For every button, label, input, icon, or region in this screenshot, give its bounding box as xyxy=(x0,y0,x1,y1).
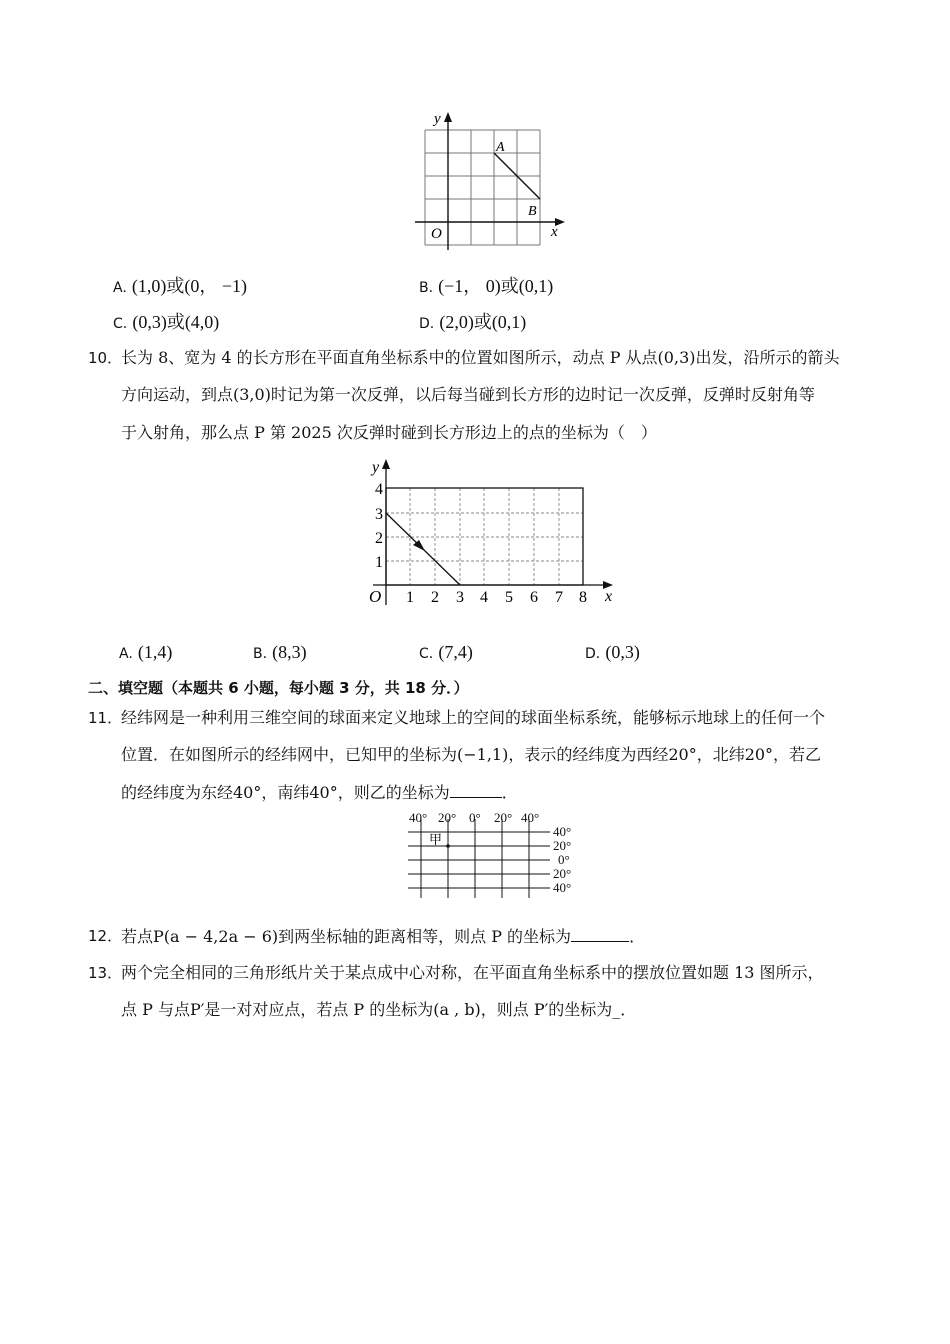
option-letter: A. xyxy=(119,646,133,662)
q10-y-tick: 2 xyxy=(375,530,383,547)
q10-y-label: y xyxy=(372,459,380,476)
option-value: (1,0)或(0， −1) xyxy=(131,276,248,296)
q9-point-a-label: A xyxy=(496,140,505,155)
q10-y-tick: 3 xyxy=(375,506,383,523)
option-letter: A. xyxy=(113,280,127,296)
q10-option-b[interactable] xyxy=(253,642,307,664)
q10-x-tick: 6 xyxy=(530,589,538,606)
q9-point-b-label: B xyxy=(528,204,537,219)
q12-end: ． xyxy=(629,927,646,946)
q9-option-d[interactable] xyxy=(419,312,526,334)
q11-right-label: 40° xyxy=(553,824,572,839)
q11-top-label: 40° xyxy=(521,810,540,825)
q10-x-tick: 4 xyxy=(480,589,488,606)
q10-figure xyxy=(355,455,620,607)
q10-y-tick: 4 xyxy=(375,481,383,498)
section-heading: 二、填空题（本题共 6 小题，每小题 3 分，共 18 分．） xyxy=(88,679,469,697)
option-letter: B. xyxy=(419,280,434,296)
option-letter: B. xyxy=(253,646,268,662)
q11-figure xyxy=(405,810,580,900)
q10-x-label: x xyxy=(605,588,613,605)
option-value: (1,4) xyxy=(137,642,173,662)
q10-x-tick: 2 xyxy=(431,589,439,606)
q11-right-label: 40° xyxy=(553,880,572,895)
option-value: (0,3)或(4,0) xyxy=(132,312,220,332)
q10-number: 10． xyxy=(88,349,123,367)
q11-right-label: 20° xyxy=(553,838,572,853)
q12-answer-blank[interactable] xyxy=(571,926,629,942)
q10-line-3: 于入射角，那么点 P 第 2025 次反弹时碰到长方形边上的点的坐标为（ ） xyxy=(121,423,657,442)
q12-number: 12． xyxy=(88,927,123,945)
q11-line-3 xyxy=(121,782,518,803)
q11-top-label: 20° xyxy=(494,810,513,825)
q11-top-label: 0° xyxy=(469,810,481,825)
q10-origin-label: O xyxy=(369,587,382,606)
q11-top-label: 20° xyxy=(438,810,457,825)
option-letter: D. xyxy=(585,646,601,662)
q13-line-2: 点 P 与点P′是一对对应点，若点 P 的坐标为(a , b)，则点 P′的坐标为_． xyxy=(121,1000,637,1019)
q11-line-2: 位置．在如图所示的经纬网中，已知甲的坐标为(−1,1)，表示的经纬度为西经20°，北纬20°，若乙 xyxy=(121,745,822,764)
q11-line-3-text: 的经纬度为东经40°，南纬40°，则乙的坐标为 xyxy=(121,783,450,802)
q9-origin-label: O xyxy=(431,226,442,242)
q10-option-a[interactable] xyxy=(119,642,172,664)
q11-line-3-end: ． xyxy=(501,783,518,802)
option-value: (7,4) xyxy=(438,642,473,662)
option-letter: D. xyxy=(419,316,435,332)
option-letter: C. xyxy=(113,316,128,332)
q10-line-1: 长为 8、宽为 4 的长方形在平面直角坐标系中的位置如图所示，动点 P 从点(0,3)出发，沿所示的箭头 xyxy=(121,348,840,367)
q9-figure xyxy=(405,108,570,250)
q10-x-tick: 8 xyxy=(579,589,587,606)
q13-number: 13． xyxy=(88,964,123,982)
q9-y-arrow-icon xyxy=(444,112,452,122)
option-value: (2,0)或(0,1) xyxy=(439,312,527,332)
option-value: (8,3) xyxy=(272,642,307,662)
q11-line-1: 经纬网是一种利用三维空间的球面来定义地球上的空间的球面坐标系统，能够标示地球上的任何一个 xyxy=(121,708,826,727)
q9-x-label: x xyxy=(551,224,558,240)
q10-x-tick: 1 xyxy=(406,589,414,606)
q10-y-arrow-icon xyxy=(382,459,390,469)
q10-x-tick: 3 xyxy=(456,589,464,606)
q11-number: 11． xyxy=(88,709,123,727)
q11-answer-blank[interactable] xyxy=(450,782,502,798)
q11-top-label: 40° xyxy=(409,810,428,825)
q10-line-2: 方向运动，到点(3,0)时记为第一次反弹，以后每当碰到长方形的边时记一次反弹，反弹时反射角等 xyxy=(121,385,815,404)
q10-x-tick: 7 xyxy=(555,589,563,606)
q10-x-tick: 5 xyxy=(505,589,513,606)
q13-line-1: 两个完全相同的三角形纸片关于某点成中心对称，在平面直角坐标系中的摆放位置如题 13 图所示， xyxy=(121,963,824,982)
q10-option-d[interactable] xyxy=(585,642,640,664)
option-value: (0,3) xyxy=(605,642,640,662)
q11-point-label: 甲 xyxy=(429,832,443,847)
q10-option-c[interactable] xyxy=(419,642,473,664)
option-value: (−1， 0)或(0,1) xyxy=(438,276,554,296)
q12-line xyxy=(121,926,645,947)
option-letter: C. xyxy=(419,646,434,662)
q9-option-c[interactable] xyxy=(113,312,219,334)
q9-option-b[interactable] xyxy=(419,276,553,298)
q11-right-label: 20° xyxy=(553,866,572,881)
q11-point-dot xyxy=(446,844,450,848)
q10-y-tick: 1 xyxy=(375,554,383,571)
q9-y-label: y xyxy=(434,111,441,127)
q11-right-label: 0° xyxy=(558,852,570,867)
q12-text: 若点P(a − 4,2a − 6)到两坐标轴的距离相等，则点 P 的坐标为 xyxy=(121,927,572,946)
q9-option-a[interactable] xyxy=(113,276,247,298)
q10-rectangle xyxy=(386,488,583,585)
